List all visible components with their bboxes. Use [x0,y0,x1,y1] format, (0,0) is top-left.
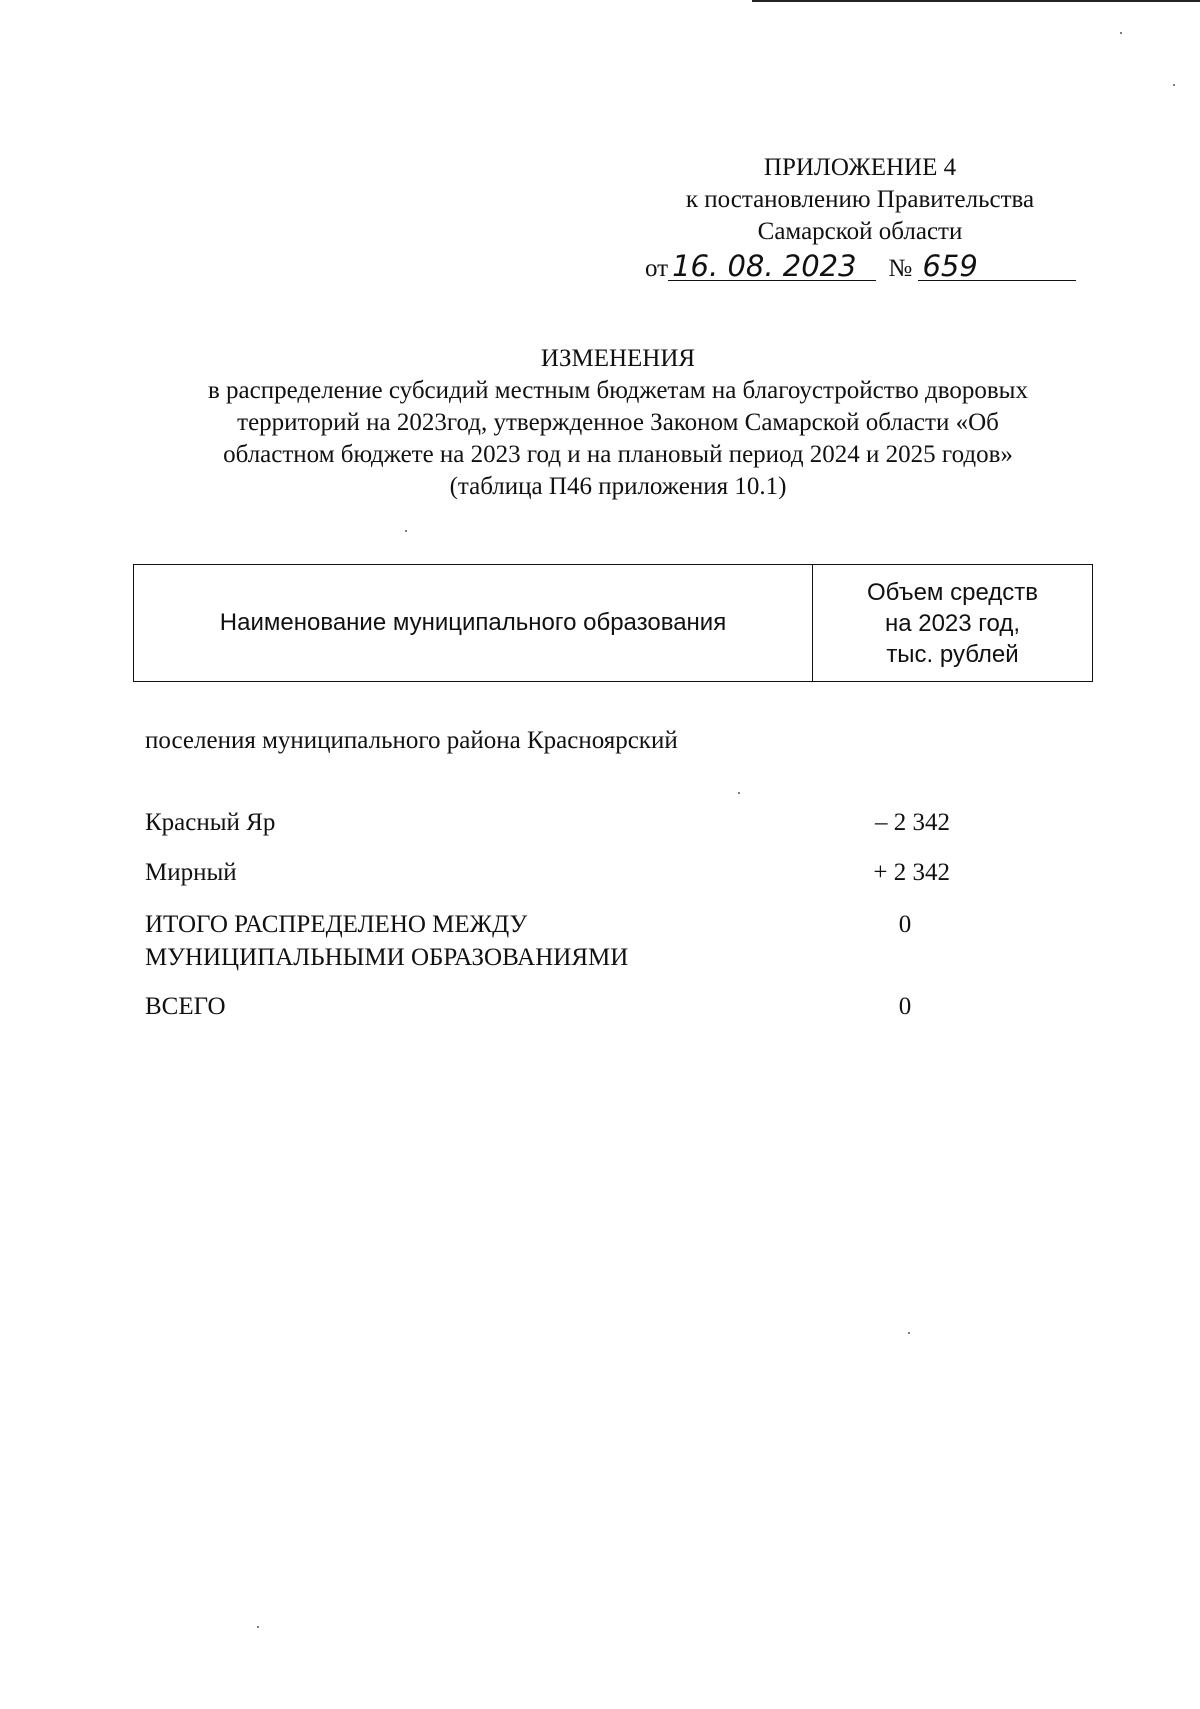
total-name [145,908,628,974]
title-line-4: (таблица П46 приложения 10.1) [449,473,787,500]
appendix-title: ПРИЛОЖЕНИЕ 4 [763,154,957,181]
section-title: поселения муниципального района Красноярский [145,727,678,754]
column-header-volume-line-2: на 2023 год, [884,609,1021,637]
document-title [120,343,1116,503]
total-name-line-2: МУНИЦИПАЛЬНЫМИ ОБРАЗОВАНИЯМИ [145,944,629,971]
appendix-line-1: к постановлению Правительства [685,186,1035,213]
appendix-line-2: Самарской области [757,218,963,245]
date-prefix: от [645,255,669,282]
total-name-line-1: ИТОГО РАСПРЕДЕЛЕНО МЕЖДУ [145,911,528,938]
column-header-volume [813,565,1093,682]
handwritten-date: 16. 08. 2023 [668,252,876,281]
scan-speck [405,530,407,532]
column-header-volume-line-1: Объем средств [866,578,1039,606]
scan-speck [257,1626,259,1628]
handwritten-number: 659 [918,252,1076,281]
number-prefix: № [888,255,913,282]
scan-speck [1173,84,1175,86]
title-line-2: территорий на 2023год, утвержденное Законом Самарской области «Об [237,409,999,436]
grand-total-value: 0 [898,993,912,1020]
scan-speck [908,1332,910,1334]
appendix-header [640,152,1080,248]
title-heading: ИЗМЕНЕНИЯ [540,345,696,372]
grand-total-name: ВСЕГО [145,993,226,1020]
scan-speck [1120,32,1122,34]
title-line-1: в распределение субсидий местным бюджетам на благоустройство дворовых [208,377,1028,404]
scan-edge-line [752,0,1200,2]
row-value: + 2 342 [873,859,950,886]
table-header [133,564,1093,682]
title-line-3: областном бюджете на 2023 год и на плановый период 2024 и 2025 годов» [223,441,1013,468]
row-value: – 2 342 [875,809,950,836]
row-name: Мирный [145,859,237,886]
column-header-volume-line-3: тыс. рублей [886,640,1019,668]
decree-date-line [645,249,1076,283]
row-name: Красный Яр [145,809,276,836]
total-value: 0 [898,911,912,938]
column-header-name: Наименование муниципального образования [134,565,813,682]
scan-speck [738,792,740,794]
